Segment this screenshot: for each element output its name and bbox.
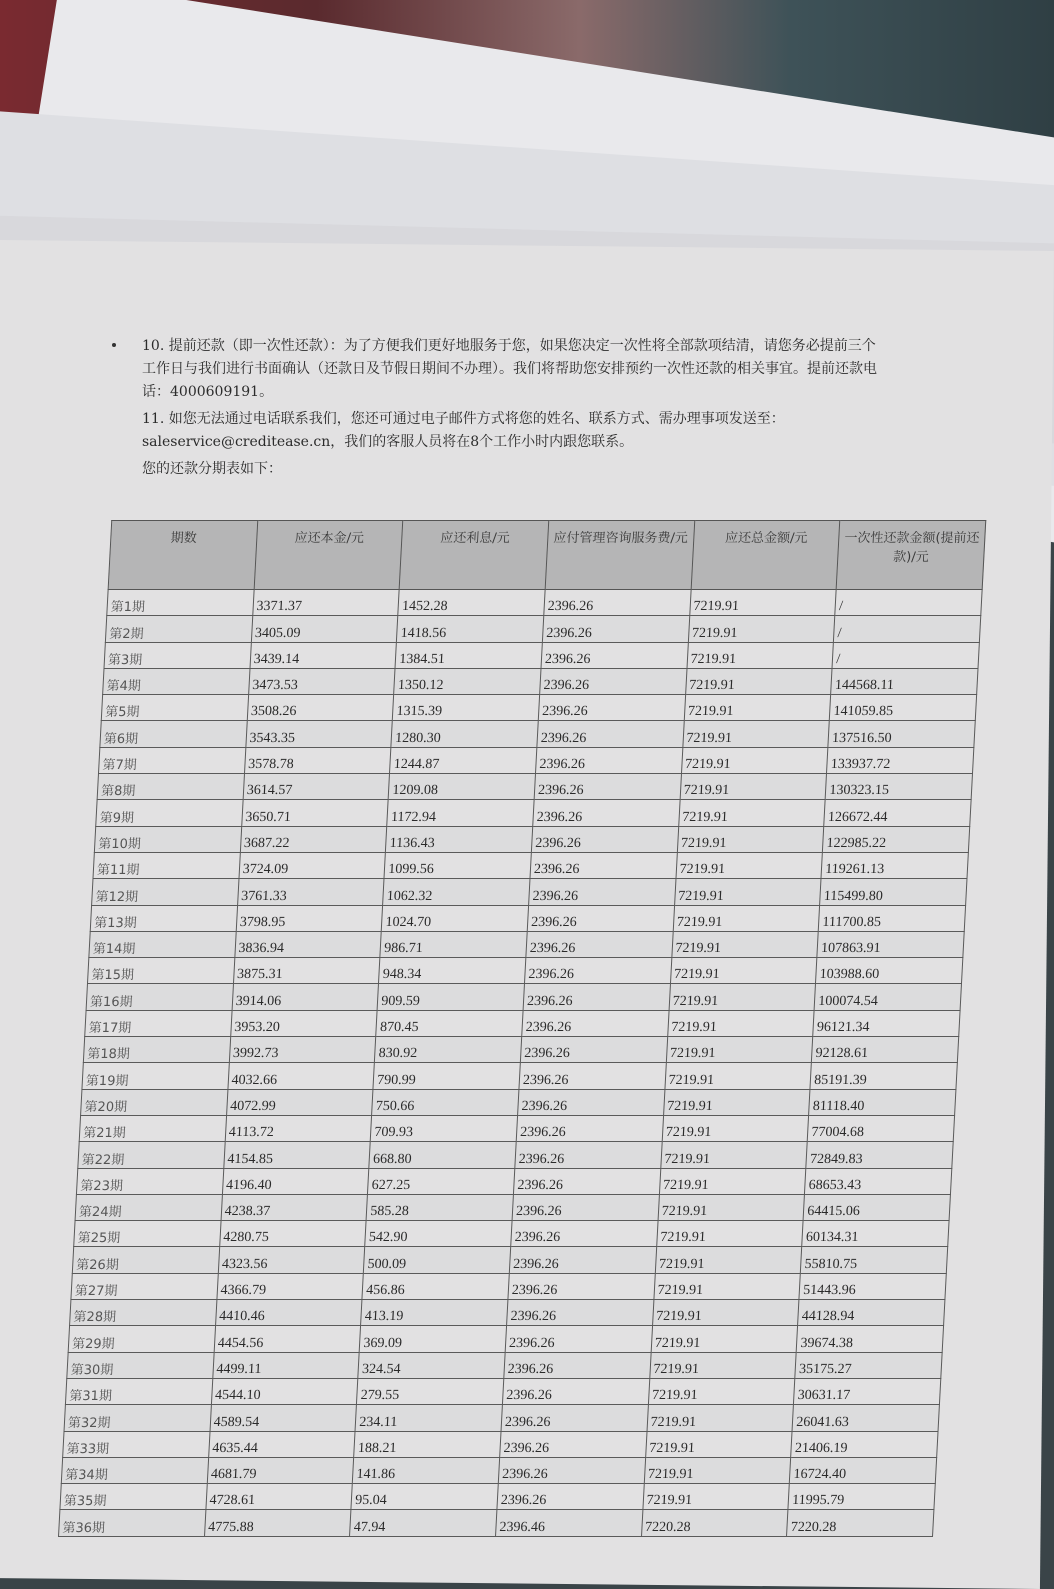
cell-period: 第24期 — [75, 1194, 222, 1220]
cell-lump-sum: 60134.31 — [802, 1221, 949, 1247]
cell-lump-sum: 11995.79 — [788, 1484, 935, 1510]
table-row — [97, 774, 972, 800]
cell-lump-sum: / — [832, 642, 979, 668]
cell-lump-sum: 7220.28 — [787, 1510, 934, 1536]
cell-lump-sum: 96121.34 — [813, 1010, 960, 1036]
cell-service-fee: 2396.26 — [502, 1378, 649, 1404]
cell-interest: 1172.94 — [387, 800, 534, 826]
cell-service-fee: 2396.26 — [507, 1300, 654, 1326]
cell-total: 7219.91 — [673, 905, 820, 931]
cell-lump-sum: 30631.17 — [794, 1378, 941, 1404]
cell-total: 7219.91 — [645, 1431, 792, 1457]
cell-total: 7219.91 — [670, 958, 817, 984]
table-row — [94, 826, 969, 852]
cell-interest: 279.55 — [357, 1378, 504, 1404]
cell-period: 第29期 — [68, 1326, 215, 1352]
cell-total: 7219.91 — [689, 590, 836, 616]
cell-period: 第18期 — [83, 1037, 230, 1063]
cell-lump-sum: 119261.13 — [821, 852, 968, 878]
cell-total: 7219.91 — [674, 879, 821, 905]
cell-service-fee: 2396.26 — [508, 1273, 655, 1299]
header-lump-sum: 一次性还款金额(提前还款)/元 — [836, 521, 985, 590]
repayment-schedule — [58, 520, 986, 1537]
table-row — [104, 642, 979, 668]
cell-total: 7219.91 — [643, 1484, 790, 1510]
cell-total: 7219.91 — [656, 1221, 803, 1247]
cell-interest: 1384.51 — [395, 642, 542, 668]
cell-interest: 47.94 — [350, 1510, 497, 1536]
cell-service-fee: 2396.26 — [512, 1194, 659, 1220]
cell-lump-sum: 141059.85 — [830, 695, 977, 721]
cell-interest: 627.25 — [368, 1168, 515, 1194]
cell-service-fee: 2396.26 — [497, 1484, 644, 1510]
header-principal: 应还本金/元 — [254, 521, 403, 590]
cell-service-fee: 2396.26 — [535, 747, 682, 773]
cell-total: 7219.91 — [665, 1063, 812, 1089]
cell-lump-sum: 85191.39 — [810, 1063, 957, 1089]
table-row — [74, 1221, 949, 1247]
table-row — [75, 1194, 950, 1220]
table-row — [105, 616, 980, 642]
cell-service-fee: 2396.26 — [541, 642, 688, 668]
cell-period: 第10期 — [94, 826, 241, 852]
cell-principal: 3875.31 — [233, 958, 380, 984]
cell-lump-sum: 92128.61 — [812, 1037, 959, 1063]
table-row — [85, 1010, 960, 1036]
cell-principal: 3614.57 — [243, 774, 390, 800]
cell-principal: 3578.78 — [244, 747, 391, 773]
cell-total: 7219.91 — [688, 616, 835, 642]
table-row — [59, 1510, 934, 1536]
cell-total: 7219.91 — [680, 774, 827, 800]
cell-principal: 4072.99 — [226, 1089, 373, 1115]
cell-principal: 3836.94 — [235, 931, 382, 957]
cell-period: 第28期 — [70, 1300, 217, 1326]
cell-interest: 369.09 — [359, 1326, 506, 1352]
cell-lump-sum: 55810.75 — [801, 1247, 948, 1273]
repayment-table — [58, 520, 986, 1537]
cell-service-fee: 2396.26 — [526, 931, 673, 957]
cell-service-fee: 2396.26 — [498, 1457, 645, 1483]
bullet-mark — [112, 343, 116, 347]
cell-service-fee: 2396.26 — [520, 1037, 667, 1063]
cell-total: 7219.91 — [667, 1010, 814, 1036]
cell-interest: 542.90 — [365, 1221, 512, 1247]
cell-interest: 1315.39 — [393, 695, 540, 721]
cell-lump-sum: 81118.40 — [809, 1089, 956, 1115]
cell-period: 第17期 — [85, 1010, 232, 1036]
cell-total: 7219.91 — [676, 852, 823, 878]
cell-principal: 4032.66 — [228, 1063, 375, 1089]
cell-period: 第5期 — [101, 695, 248, 721]
table-row — [101, 695, 976, 721]
cell-principal: 4728.61 — [206, 1484, 353, 1510]
cell-total: 7219.91 — [662, 1115, 809, 1141]
cell-total: 7219.91 — [669, 984, 816, 1010]
cell-period: 第22期 — [78, 1142, 225, 1168]
cell-principal: 4499.11 — [212, 1352, 359, 1378]
cell-period: 第35期 — [60, 1484, 207, 1510]
cell-total: 7219.91 — [663, 1089, 810, 1115]
cell-interest: 1209.08 — [388, 774, 535, 800]
table-row — [103, 668, 978, 694]
cell-service-fee: 2396.26 — [527, 905, 674, 931]
cell-lump-sum: 39674.38 — [796, 1326, 943, 1352]
cell-interest: 141.86 — [353, 1457, 500, 1483]
table-row — [71, 1273, 946, 1299]
header-period: 期数 — [108, 521, 257, 590]
cell-period: 第34期 — [61, 1457, 208, 1483]
cell-total: 7219.91 — [652, 1300, 799, 1326]
table-row — [72, 1247, 947, 1273]
cell-principal: 3914.06 — [232, 984, 379, 1010]
cell-period: 第19期 — [82, 1063, 229, 1089]
cell-period: 第6期 — [100, 721, 247, 747]
cell-interest: 413.19 — [361, 1300, 508, 1326]
cell-service-fee: 2396.26 — [501, 1405, 648, 1431]
cell-service-fee: 2396.46 — [495, 1510, 642, 1536]
cell-principal: 4775.88 — [204, 1510, 351, 1536]
cell-interest: 750.66 — [372, 1089, 519, 1115]
cell-lump-sum: 72849.83 — [806, 1142, 953, 1168]
table-row — [92, 879, 967, 905]
table-row — [67, 1352, 942, 1378]
clause-10: 10. 提前还款（即一次性还款）：为了方便我们更好地服务于您，如果您决定一次性将全部款项结清，请您务必提前三个工作日与我们进行书面确认（还款日及节假日期间不办理）。我们将帮助您安排预约一次性还款的相关事宜。提前还款电话：4000609191。 — [142, 338, 877, 400]
cell-period: 第15期 — [87, 958, 234, 984]
cell-period: 第1期 — [107, 590, 254, 616]
cell-service-fee: 2396.26 — [519, 1063, 666, 1089]
cell-interest: 668.80 — [369, 1142, 516, 1168]
cell-principal: 3650.71 — [241, 800, 388, 826]
cell-lump-sum: 77004.68 — [807, 1115, 954, 1141]
cell-total: 7219.91 — [647, 1405, 794, 1431]
cell-period: 第7期 — [98, 747, 245, 773]
cell-total: 7219.91 — [660, 1142, 807, 1168]
cell-service-fee: 2396.26 — [504, 1352, 651, 1378]
table-row — [98, 747, 973, 773]
cell-service-fee: 2396.26 — [516, 1115, 663, 1141]
cell-service-fee: 2396.26 — [534, 774, 681, 800]
cell-total: 7219.91 — [682, 721, 829, 747]
cell-interest: 95.04 — [351, 1484, 498, 1510]
cell-interest: 986.71 — [380, 931, 527, 957]
cell-service-fee: 2396.26 — [540, 668, 687, 694]
cell-principal: 4196.40 — [222, 1168, 369, 1194]
cell-period: 第25期 — [74, 1221, 221, 1247]
cell-service-fee: 2396.26 — [500, 1431, 647, 1457]
cell-period: 第9期 — [96, 800, 243, 826]
cell-period: 第23期 — [76, 1168, 223, 1194]
cell-period: 第20期 — [81, 1089, 228, 1115]
cell-total: 7219.91 — [687, 642, 834, 668]
cell-lump-sum: 144568.11 — [831, 668, 978, 694]
cell-service-fee: 2396.26 — [533, 800, 680, 826]
cell-principal: 3508.26 — [247, 695, 394, 721]
cell-lump-sum: 133937.72 — [827, 747, 974, 773]
cell-lump-sum: / — [834, 616, 981, 642]
cell-lump-sum: 51443.96 — [799, 1273, 946, 1299]
cell-service-fee: 2396.26 — [529, 879, 676, 905]
cell-interest: 234.11 — [355, 1405, 502, 1431]
cell-lump-sum: 44128.94 — [798, 1300, 945, 1326]
cell-total: 7220.28 — [641, 1510, 788, 1536]
cell-principal: 4154.85 — [223, 1142, 370, 1168]
cell-interest: 324.54 — [358, 1352, 505, 1378]
cell-lump-sum: 107863.91 — [817, 931, 964, 957]
cell-period: 第36期 — [59, 1510, 206, 1536]
cell-principal: 3687.22 — [240, 826, 387, 852]
table-row — [68, 1326, 943, 1352]
cell-period: 第3期 — [104, 642, 251, 668]
cell-service-fee: 2396.26 — [515, 1142, 662, 1168]
table-row — [70, 1300, 945, 1326]
cell-total: 7219.91 — [684, 695, 831, 721]
cell-principal: 3798.95 — [236, 905, 383, 931]
cell-principal: 4280.75 — [219, 1221, 366, 1247]
cell-principal: 3543.35 — [246, 721, 393, 747]
cell-service-fee: 2396.26 — [538, 695, 685, 721]
table-row — [86, 984, 961, 1010]
cell-service-fee: 2396.26 — [509, 1247, 656, 1273]
cell-service-fee: 2396.26 — [544, 590, 691, 616]
table-row — [96, 800, 971, 826]
cell-service-fee: 2396.26 — [537, 721, 684, 747]
table-row — [65, 1378, 940, 1404]
cell-lump-sum: 111700.85 — [819, 905, 966, 931]
cell-principal: 4113.72 — [225, 1115, 372, 1141]
cell-interest: 1452.28 — [398, 590, 545, 616]
cell-total: 7219.91 — [678, 800, 825, 826]
cell-interest: 1099.56 — [384, 852, 531, 878]
cell-interest: 870.45 — [376, 1010, 523, 1036]
cell-lump-sum: 26041.63 — [792, 1405, 939, 1431]
cell-interest: 188.21 — [354, 1431, 501, 1457]
cell-principal: 3473.53 — [248, 668, 395, 694]
cell-period: 第4期 — [103, 668, 250, 694]
cell-period: 第12期 — [92, 879, 239, 905]
cell-period: 第26期 — [72, 1247, 219, 1273]
cell-principal: 3439.14 — [250, 642, 397, 668]
cell-total: 7219.91 — [655, 1247, 802, 1273]
cell-principal: 3371.37 — [252, 590, 399, 616]
cell-total: 7219.91 — [654, 1273, 801, 1299]
table-row — [93, 852, 968, 878]
cell-total: 7219.91 — [681, 747, 828, 773]
cell-service-fee: 2396.26 — [522, 1010, 669, 1036]
table-row — [89, 931, 964, 957]
cell-principal: 3953.20 — [230, 1010, 377, 1036]
table-row — [63, 1431, 938, 1457]
cell-interest: 790.99 — [373, 1063, 520, 1089]
table-row — [64, 1405, 939, 1431]
table-row — [100, 721, 975, 747]
cell-period: 第8期 — [97, 774, 244, 800]
cell-period: 第27期 — [71, 1273, 218, 1299]
table-row — [76, 1168, 951, 1194]
cell-total: 7219.91 — [671, 931, 818, 957]
cell-total: 7219.91 — [659, 1168, 806, 1194]
cell-lump-sum: 137516.50 — [828, 721, 975, 747]
cell-total: 7219.91 — [649, 1352, 796, 1378]
table-row — [78, 1142, 953, 1168]
cell-principal: 3992.73 — [229, 1037, 376, 1063]
cell-period: 第14期 — [89, 931, 236, 957]
cell-interest: 709.93 — [371, 1115, 518, 1141]
cell-service-fee: 2396.26 — [518, 1089, 665, 1115]
table-row — [79, 1115, 954, 1141]
cell-service-fee: 2396.26 — [524, 958, 671, 984]
cell-lump-sum: 35175.27 — [795, 1352, 942, 1378]
terms-text — [142, 335, 887, 485]
table-row — [81, 1089, 956, 1115]
table-row — [107, 590, 982, 616]
cell-lump-sum: / — [835, 590, 982, 616]
cell-interest: 1244.87 — [390, 747, 537, 773]
cell-total: 7219.91 — [658, 1194, 805, 1220]
cell-lump-sum: 126672.44 — [824, 800, 971, 826]
cell-lump-sum: 68653.43 — [805, 1168, 952, 1194]
cell-principal: 3724.09 — [239, 852, 386, 878]
cell-period: 第2期 — [105, 616, 252, 642]
cell-period: 第32期 — [64, 1405, 211, 1431]
cell-period: 第31期 — [65, 1378, 212, 1404]
cell-interest: 456.86 — [362, 1273, 509, 1299]
clause-11: 11. 如您无法通过电话联系我们，您还可通过电子邮件方式将您的姓名、联系方式、需办理事项发送至：saleservice@creditease.cn，我们的客服人员将在8个工作小时内跟您联系。 — [142, 411, 785, 450]
table-row — [61, 1457, 936, 1483]
cell-principal: 3405.09 — [251, 616, 398, 642]
cell-total: 7219.91 — [677, 826, 824, 852]
cell-principal: 4635.44 — [208, 1431, 355, 1457]
cell-interest: 909.59 — [377, 984, 524, 1010]
cell-period: 第16期 — [86, 984, 233, 1010]
cell-service-fee: 2396.26 — [513, 1168, 660, 1194]
cell-total: 7219.91 — [648, 1378, 795, 1404]
cell-principal: 3761.33 — [237, 879, 384, 905]
cell-service-fee: 2396.26 — [511, 1221, 658, 1247]
cell-lump-sum: 21406.19 — [791, 1431, 938, 1457]
cell-lump-sum: 100074.54 — [814, 984, 961, 1010]
table-row — [82, 1063, 957, 1089]
cell-lump-sum: 16724.40 — [790, 1457, 937, 1483]
cell-principal: 4238.37 — [221, 1194, 368, 1220]
cell-total: 7219.91 — [644, 1457, 791, 1483]
table-row — [87, 958, 962, 984]
cell-interest: 830.92 — [375, 1037, 522, 1063]
cell-lump-sum: 103988.60 — [816, 958, 963, 984]
cell-principal: 4544.10 — [211, 1378, 358, 1404]
cell-lump-sum: 122985.22 — [823, 826, 970, 852]
cell-service-fee: 2396.26 — [505, 1326, 652, 1352]
table-row — [83, 1037, 958, 1063]
cell-service-fee: 2396.26 — [542, 616, 689, 642]
cell-period: 第30期 — [67, 1352, 214, 1378]
table-row — [90, 905, 965, 931]
cell-total: 7219.91 — [666, 1037, 813, 1063]
header-interest: 应还利息/元 — [399, 521, 548, 590]
cell-period: 第21期 — [79, 1115, 226, 1141]
cell-principal: 4681.79 — [207, 1457, 354, 1483]
cell-principal: 4589.54 — [210, 1405, 357, 1431]
cell-principal: 4366.79 — [217, 1273, 364, 1299]
table-row — [60, 1484, 935, 1510]
header-total: 应还总金额/元 — [691, 521, 840, 590]
cell-total: 7219.91 — [685, 668, 832, 694]
cell-service-fee: 2396.26 — [523, 984, 670, 1010]
cell-interest: 1024.70 — [382, 905, 529, 931]
cell-interest: 1418.56 — [397, 616, 544, 642]
cell-interest: 1280.30 — [391, 721, 538, 747]
cell-interest: 1136.43 — [386, 826, 533, 852]
cell-interest: 1062.32 — [383, 879, 530, 905]
header-service-fee: 应付管理咨询服务费/元 — [545, 521, 694, 590]
cell-principal: 4454.56 — [214, 1326, 361, 1352]
cell-total: 7219.91 — [651, 1326, 798, 1352]
cell-principal: 4410.46 — [215, 1300, 362, 1326]
cell-period: 第33期 — [63, 1431, 210, 1457]
cell-lump-sum: 64415.06 — [803, 1194, 950, 1220]
cell-period: 第11期 — [93, 852, 240, 878]
cell-principal: 4323.56 — [218, 1247, 365, 1273]
table-header-row — [108, 521, 986, 590]
cell-service-fee: 2396.26 — [530, 852, 677, 878]
cell-interest: 500.09 — [364, 1247, 511, 1273]
cell-service-fee: 2396.26 — [531, 826, 678, 852]
cell-interest: 948.34 — [379, 958, 526, 984]
cell-period: 第13期 — [90, 905, 237, 931]
cell-interest: 585.28 — [366, 1194, 513, 1220]
schedule-intro: 您的还款分期表如下： — [142, 461, 282, 477]
cell-interest: 1350.12 — [394, 668, 541, 694]
cell-lump-sum: 130323.15 — [825, 774, 972, 800]
cell-lump-sum: 115499.80 — [820, 879, 967, 905]
